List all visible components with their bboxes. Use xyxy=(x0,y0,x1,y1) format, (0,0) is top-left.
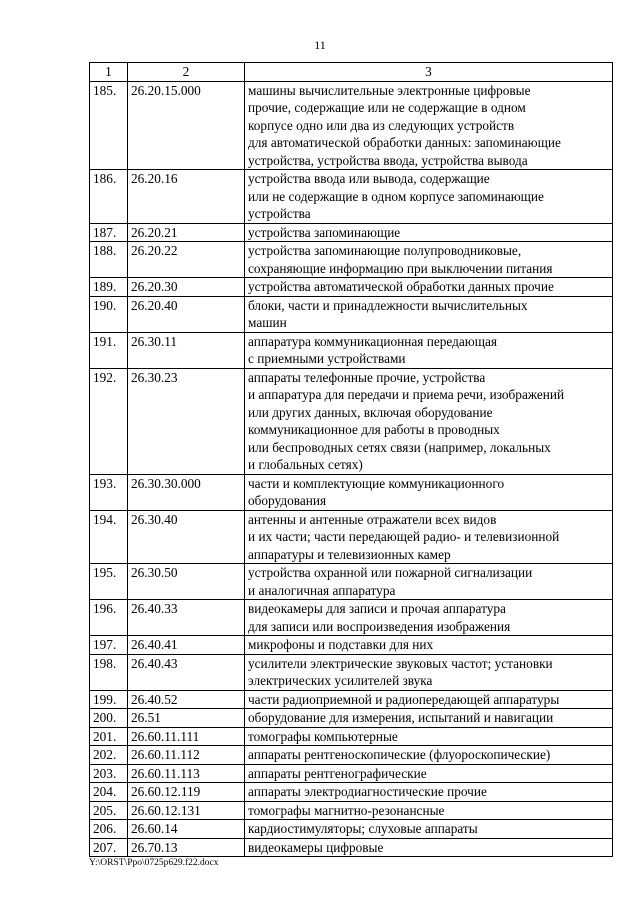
column-header-3: 3 xyxy=(245,63,613,82)
table-row xyxy=(90,170,613,224)
row-number: 193. xyxy=(90,474,128,510)
row-description: томографы магнитно-резонансные xyxy=(245,801,613,820)
row-code: 26.70.13 xyxy=(128,838,245,857)
row-number: 200. xyxy=(90,709,128,728)
row-code: 26.40.43 xyxy=(128,654,245,690)
row-code: 26.20.21 xyxy=(128,223,245,242)
table-row xyxy=(90,296,613,332)
row-code: 26.20.16 xyxy=(128,170,245,224)
row-code: 26.40.52 xyxy=(128,690,245,709)
row-number: 206. xyxy=(90,820,128,839)
row-number: 192. xyxy=(90,368,128,474)
row-description: усилители электрические звуковых частот; установки электрических усилителей звука xyxy=(245,654,613,690)
row-description: аппаратура коммуникационная передающая с приемными устройствами xyxy=(245,332,613,368)
row-number: 203. xyxy=(90,764,128,783)
row-code: 26.30.40 xyxy=(128,510,245,564)
table-row xyxy=(90,368,613,474)
table-row xyxy=(90,81,613,170)
column-header-1: 1 xyxy=(90,63,128,82)
table-row xyxy=(90,474,613,510)
table-row xyxy=(90,564,613,600)
row-number: 185. xyxy=(90,81,128,170)
row-description: аппараты телефонные прочие, устройства и аппаратура для передачи и приема речи, изображений или других данных, включая оборудование коммуникационное для работы в проводных или беспроводных сетях связи (например, локальных и глобальных сетях) xyxy=(245,368,613,474)
row-code: 26.30.11 xyxy=(128,332,245,368)
row-description: аппараты рентгеноскопические (флуороскопические) xyxy=(245,746,613,765)
row-number: 202. xyxy=(90,746,128,765)
row-description: видеокамеры для записи и прочая аппаратура для записи или воспроизведения изображения xyxy=(245,600,613,636)
row-description: видеокамеры цифровые xyxy=(245,838,613,857)
row-code: 26.20.40 xyxy=(128,296,245,332)
row-code: 26.60.11.112 xyxy=(128,746,245,765)
footer-file-path: Y:\ORST\Ppo\0725p629.f22.docx xyxy=(89,858,219,868)
table-row xyxy=(90,764,613,783)
row-description: части радиоприемной и радиопередающей аппаратуры xyxy=(245,690,613,709)
row-description: антенны и антенные отражатели всех видов и их части; части передающей радио- и телевизионной аппаратуры и телевизионных камер xyxy=(245,510,613,564)
row-description: части и комплектующие коммуникационного оборудования xyxy=(245,474,613,510)
row-number: 201. xyxy=(90,727,128,746)
row-number: 205. xyxy=(90,801,128,820)
row-description: аппараты рентгенографические xyxy=(245,764,613,783)
row-number: 197. xyxy=(90,636,128,655)
row-code: 26.60.11.113 xyxy=(128,764,245,783)
table-row xyxy=(90,636,613,655)
row-number: 189. xyxy=(90,278,128,297)
table-row xyxy=(90,510,613,564)
table-row xyxy=(90,223,613,242)
table-row xyxy=(90,783,613,802)
table-row xyxy=(90,654,613,690)
row-code: 26.51 xyxy=(128,709,245,728)
row-code: 26.20.22 xyxy=(128,242,245,278)
row-description: оборудование для измерения, испытаний и навигации xyxy=(245,709,613,728)
row-description: кардиостимуляторы; слуховые аппараты xyxy=(245,820,613,839)
table-row xyxy=(90,600,613,636)
row-description: машины вычислительные электронные цифровые прочие, содержащие или не содержащие в одном корпусе одно или два из следующих устройств для автоматической обработки данных: запоминающие устройства, устройства ввода, устройства вывода xyxy=(245,81,613,170)
table-row xyxy=(90,278,613,297)
row-number: 204. xyxy=(90,783,128,802)
row-description: аппараты электродиагностические прочие xyxy=(245,783,613,802)
registry-table xyxy=(89,62,613,857)
page-number: 11 xyxy=(314,38,326,52)
row-number: 190. xyxy=(90,296,128,332)
row-number: 199. xyxy=(90,690,128,709)
row-code: 26.30.50 xyxy=(128,564,245,600)
row-number: 196. xyxy=(90,600,128,636)
row-number: 186. xyxy=(90,170,128,224)
row-description: томографы компьютерные xyxy=(245,727,613,746)
row-number: 188. xyxy=(90,242,128,278)
row-code: 26.20.15.000 xyxy=(128,81,245,170)
table-header-row xyxy=(90,63,613,82)
row-code: 26.40.33 xyxy=(128,600,245,636)
row-number: 207. xyxy=(90,838,128,857)
row-description: устройства запоминающие полупроводниковые, сохраняющие информацию при выключении питания xyxy=(245,242,613,278)
row-code: 26.60.12.119 xyxy=(128,783,245,802)
row-code: 26.60.12.131 xyxy=(128,801,245,820)
row-description: устройства ввода или вывода, содержащие или не содержащие в одном корпусе запоминающие устройства xyxy=(245,170,613,224)
table-row xyxy=(90,727,613,746)
row-number: 191. xyxy=(90,332,128,368)
row-description: микрофоны и подставки для них xyxy=(245,636,613,655)
row-code: 26.30.23 xyxy=(128,368,245,474)
table-row xyxy=(90,746,613,765)
table-row xyxy=(90,332,613,368)
table-row xyxy=(90,242,613,278)
row-description: устройства автоматической обработки данных прочие xyxy=(245,278,613,297)
table-row xyxy=(90,820,613,839)
row-number: 195. xyxy=(90,564,128,600)
table-row xyxy=(90,690,613,709)
row-description: устройства охранной или пожарной сигнализации и аналогичная аппаратура xyxy=(245,564,613,600)
table-row xyxy=(90,801,613,820)
table-row xyxy=(90,838,613,857)
row-code: 26.40.41 xyxy=(128,636,245,655)
row-code: 26.30.30.000 xyxy=(128,474,245,510)
row-description: устройства запоминающие xyxy=(245,223,613,242)
row-code: 26.60.11.111 xyxy=(128,727,245,746)
row-number: 194. xyxy=(90,510,128,564)
row-number: 187. xyxy=(90,223,128,242)
row-code: 26.20.30 xyxy=(128,278,245,297)
column-header-2: 2 xyxy=(128,63,245,82)
table-row xyxy=(90,709,613,728)
row-description: блоки, части и принадлежности вычислительных машин xyxy=(245,296,613,332)
row-number: 198. xyxy=(90,654,128,690)
row-code: 26.60.14 xyxy=(128,820,245,839)
